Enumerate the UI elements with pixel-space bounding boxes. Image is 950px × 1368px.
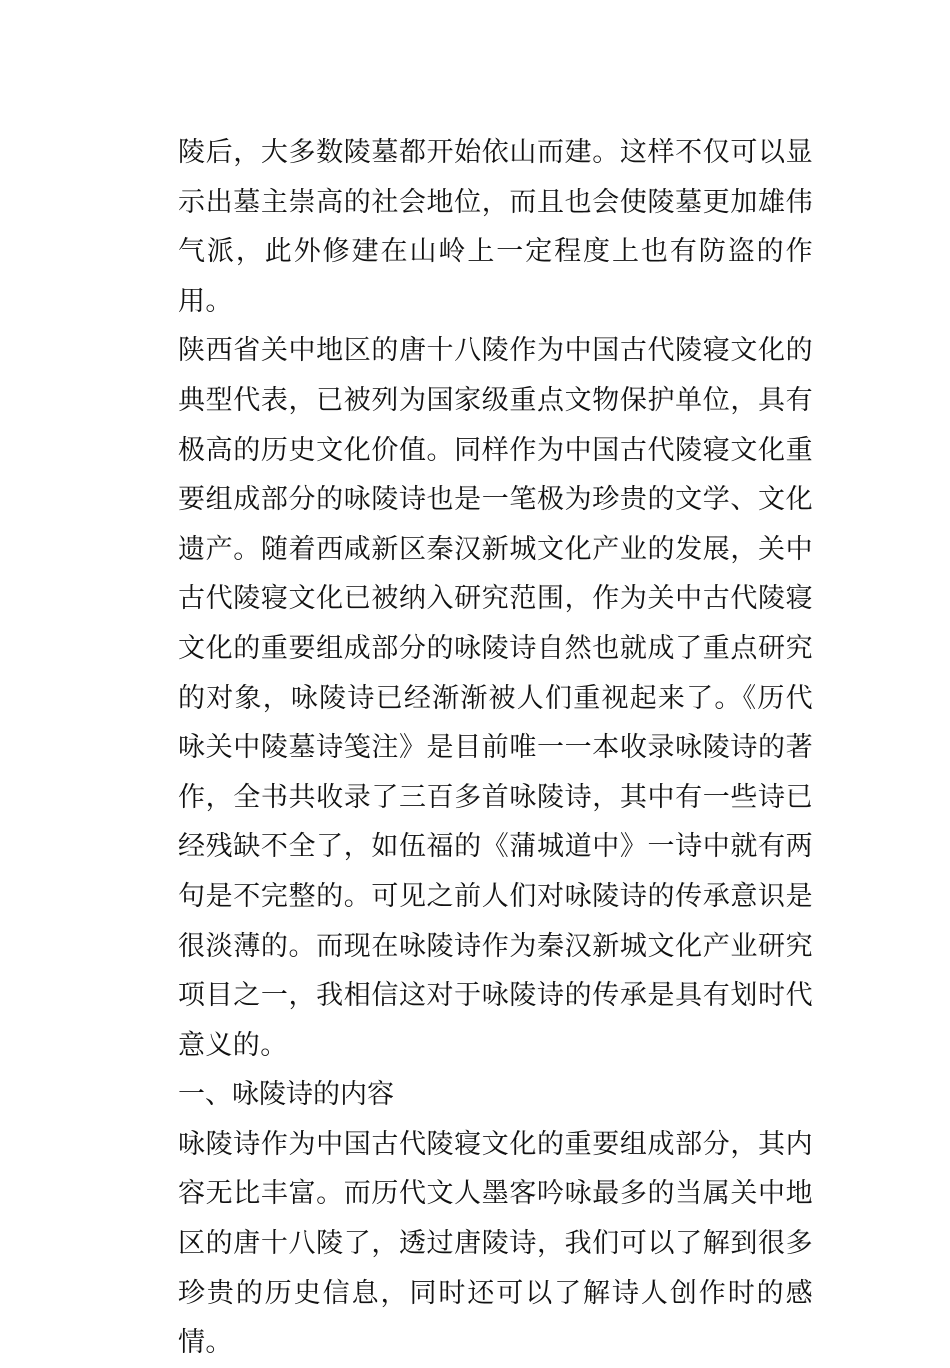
body-text [178, 128, 813, 1368]
paragraph-1: 陵后，大多数陵墓都开始依山而建。这样不仅可以显示出墓主崇高的社会地位，而且也会使陵墓更加雄伟气派，此外修建在山岭上一定程度上也有防盗的作用。 [178, 137, 813, 317]
paragraph-2: 陕西省关中地区的唐十八陵作为中国古代陵寝文化的典型代表，已被列为国家级重点文物保护单位，具有极高的历史文化价值。同样作为中国古代陵寝文化重要组成部分的咏陵诗也是一笔极为珍贵的文学、文化遗产。随着西咸新区秦汉新城文化产业的发展，关中古代陵寝文化已被纳入研究范围，作为关中古代陵寝文化的重要组成部分的咏陵诗自然也就成了重点研究的对象，咏陵诗已经渐渐被人们重视起来了。《历代咏关中陵墓诗笺注》是目前唯一一本收录咏陵诗的著作，全书共收录了三百多首咏陵诗，其中有一些诗已经残缺不全了，如伍福的《蒲城道中》一诗中就有两句是不完整的。可见之前人们对咏陵诗的传承意识是很淡薄的。而现在咏陵诗作为秦汉新城文化产业研究项目之一，我相信这对于咏陵诗的传承是具有划时代意义的。 [178, 335, 813, 1061]
section-paragraph: 咏陵诗作为中国古代陵寝文化的重要组成部分，其内容无比丰富。而历代文人墨客吟咏最多的当属关中地区的唐十八陵了，透过唐陵诗，我们可以了解到很多珍贵的历史信息，同时还可以了解诗人创作时的感情。 [178, 1128, 813, 1359]
section-heading: 一、咏陵诗的内容 [178, 1079, 394, 1111]
